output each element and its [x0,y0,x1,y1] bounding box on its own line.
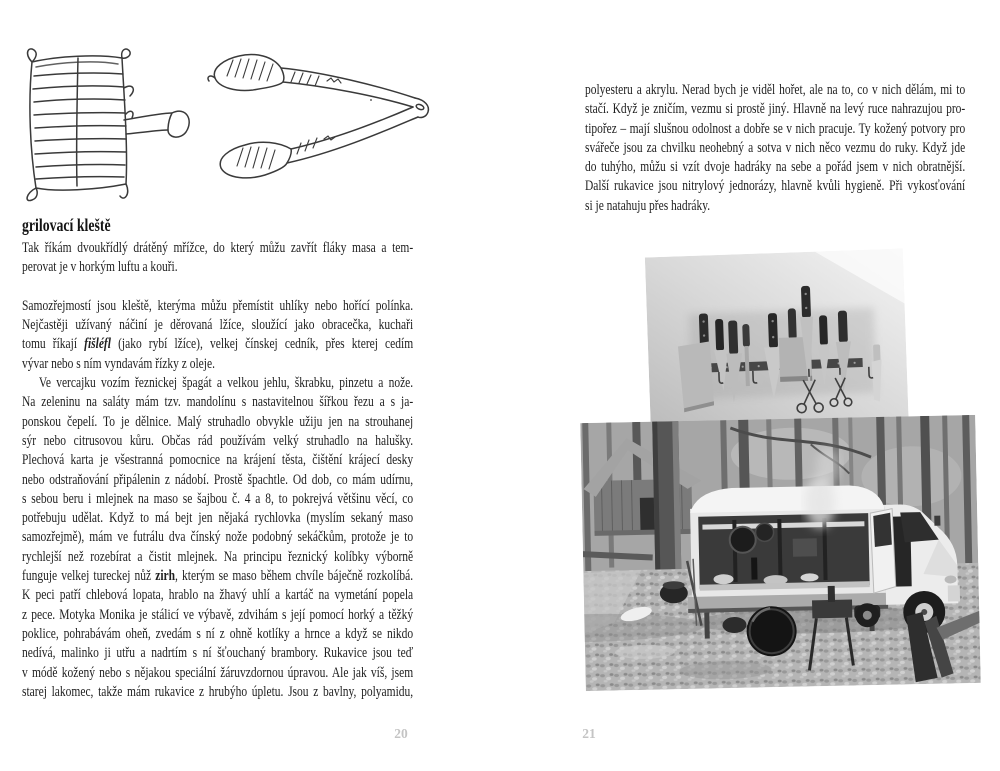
text-line: vývar nebo s ním vyndavám řízky z oleje. [22,355,215,372]
text-line: s sebou beru i mlejnek na maso se šajbou č. 4 a 8, to pokrejvá většinu věcí, co [22,490,414,507]
text-line: Na zeleninu na saláty mám tzv. mandolínu s nastavitelnou šířkou řezu a s ja- [22,394,414,411]
text-line: starej lakomec, takže mám rukavice z hrubýho úpletu. Jsou z bavlny, polyamidu, [22,683,414,700]
text-line: samozřejmě), mám ve futrálu dva čínský nože podobný sekáčkům, protože je to [22,529,414,546]
text-line: Tak říkám dvoukřídlý drátěný mřížce, do který můžu zavřít fláky masa a tem- [22,240,414,256]
text-line: Další rukavice jsou nitrylový jednorázy, hlavně kvůli hygieně. Při vykosťování [585,178,966,195]
text-line: v módě kožený nebo s nějakou speciální žáruvzdornou úpravou. Ale jak víš, jsem [22,664,414,681]
left-text-column [22,214,413,702]
right-text-column [585,81,965,216]
text-line: funguje velkej tureckej nůž zirh, kterým se maso během chvíle báječně rozkolíbá. [22,568,414,585]
text-line: K peci patří chlebová lopata, hrablo na žhavý uhlí a kartáč na vymetání popela [22,587,414,604]
right-page-body [585,81,965,216]
left-page-body [22,239,413,702]
grill-basket-sketch [18,46,196,208]
paragraph [22,297,413,374]
knives-photo [645,249,909,444]
text-line: tomu říkají fišléfl (jako rybí lžíce), velkej čínskej cedník, přes kterej cedím [22,336,414,353]
text-line: nedívá, malinko ji utřu a nadrtím s ní šťouchaný brambory. Rukavice jsou teď [22,645,414,662]
text-line: si je natahuju přes hadráky. [585,197,711,214]
text-line: Samozřejmostí jsou kleště, kterýma můžu přemístit uhlíky nebo hořící polínka. [22,297,414,314]
text-line: ponskou čepelí. To je dělnice. Malý struhadlo obvykle užiju jen na strouhanej [22,413,414,430]
text-line: tipořez – mají slušnou odolnost a dobře se v nich pracuje. Ty kožený potvory pro [585,120,966,137]
text-line: polyesteru a akrylu. Nerad bych je viděl hořet, ale na to, co v nich dělám, mi to [585,82,966,98]
text-line: poklice, pohrabávám oheň, zvedám s ní z ohně kotlíky a hrnce a když se nikdo [22,625,414,642]
text-line: do tuhýho, můžu si vzít dvoje hadráky na sebe a pořád jsem v nich obratnější. [585,159,966,176]
text-line: Ve vercajku vozím řeznickej špagát a velkou jehlu, škrabku, pinzetu a nože. [38,375,414,392]
text-line: z pece. Motyka Monika je stálicí ve výbavě, zdvihám s její pomocí horký a těžký [22,606,414,623]
section-heading: grilovací kleště [22,215,111,235]
text-line: Nejčastěji užívaný náčiní je děrovaná lžíce, sloužící jako obracečka, kuchaři [22,317,414,334]
camp-stove [812,600,852,619]
tongs-sketch [203,48,435,184]
paragraph [22,374,413,702]
paragraph [22,239,413,278]
text-line: potřebuju udělat. Když to má bejt jen nějaká rychlovka (myslím sekaný maso [22,510,414,527]
paragraph [585,81,965,216]
text-line: svářeče jsou za chvilku neohebný a sotva v nich něco vezmu do ruky. Když jde [585,139,966,156]
van-photo [580,415,981,691]
text-line: nebo odstraňování připálenin z nádobí. Prostě špachtle. Od dob, co mám udírnu, [22,471,414,488]
text-line: sýr nebo citrusovou kůru. Občas rád používám velký struhadlo na halušky. [22,432,414,449]
page-number-right: 21 [582,726,596,741]
text-line: perovat je v horkým luftu a kouři. [22,259,178,276]
text-line: stačí. Když je zničím, vezmu si prostě jiný. Hlavně na levý ruce nahrazujou pro- [585,101,966,118]
page-number-left: 20 [394,726,408,741]
text-line: Plechová karta je všestranná pomocnice na krájení těsta, čištění krájecí desky [22,452,414,469]
text-line: rychlejší než rozebírat a čistit mlejnek. Na principu řeznický kolíbky výborně [22,548,414,565]
